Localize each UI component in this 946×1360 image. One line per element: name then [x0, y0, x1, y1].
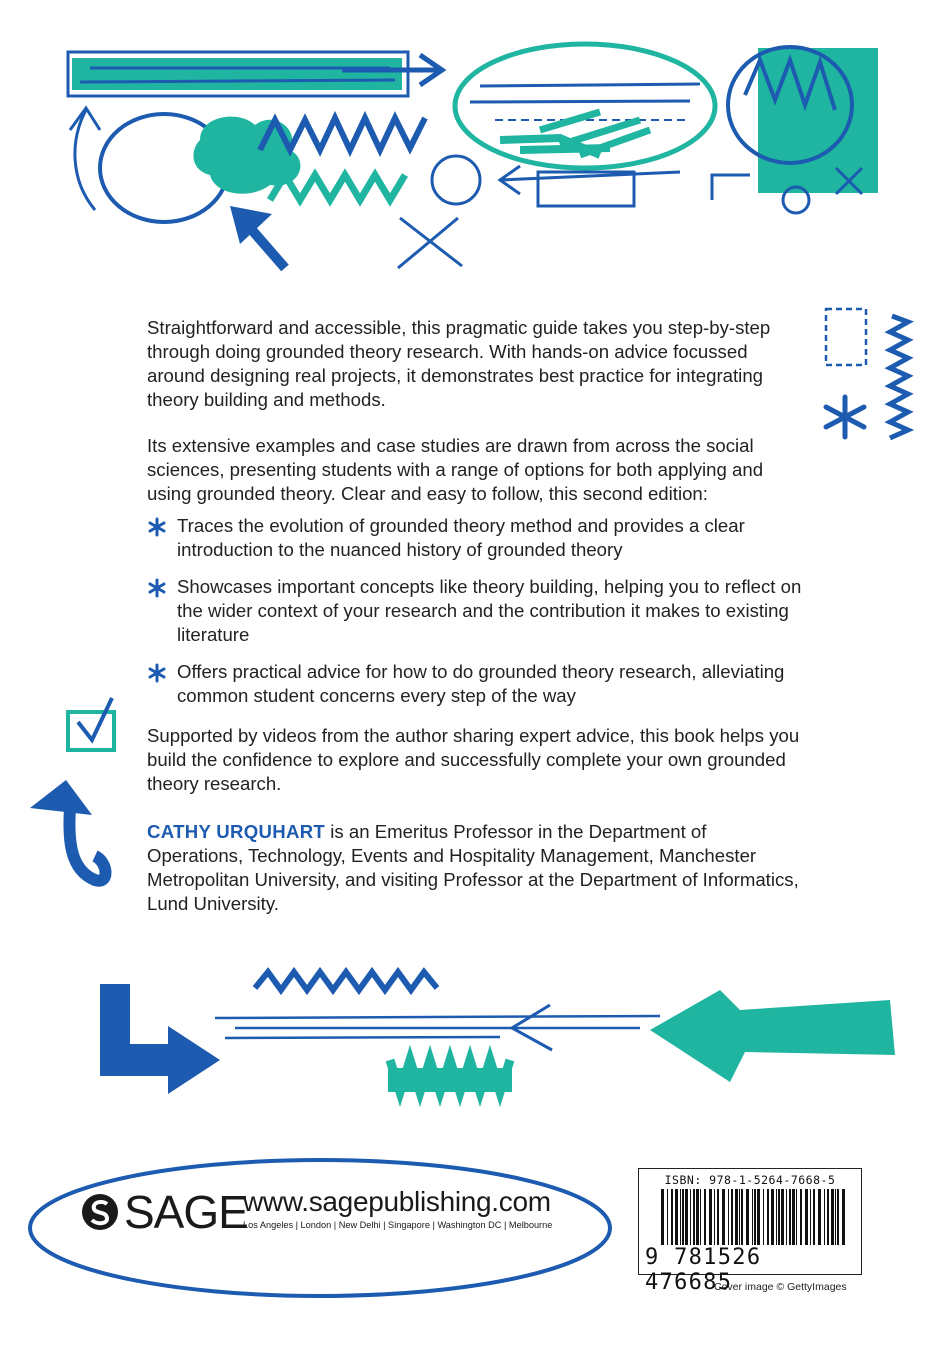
barcode-bar — [818, 1189, 821, 1245]
author-bio-text: is an Emeritus Professor in the Department of Operations, Technology, Events and Hospitality Management, Manchester Metropolitan University, and visiting Professor at the Department of Informatics, Lund University. — [147, 821, 799, 914]
isbn-label: ISBN: 978-1-5264-7668-5 — [664, 1173, 836, 1187]
sage-logo-icon — [80, 1192, 120, 1232]
barcode-bar — [675, 1189, 678, 1245]
barcode-bar — [831, 1189, 834, 1245]
barcode-bar — [781, 1189, 784, 1245]
barcode-bar — [714, 1189, 715, 1245]
barcode-bar — [824, 1189, 825, 1245]
sage-logo — [80, 1185, 248, 1239]
barcode-bar — [731, 1189, 733, 1245]
barcode-number: 9 781526 476685 — [645, 1245, 762, 1295]
barcode-bar — [739, 1189, 740, 1245]
sage-wordmark: SAGE — [124, 1186, 248, 1238]
barcode-bar — [754, 1189, 756, 1245]
barcode-bar — [680, 1189, 681, 1245]
barcode-bar — [671, 1189, 673, 1245]
barcode-bar — [778, 1189, 780, 1245]
barcode-bar — [763, 1189, 764, 1245]
intro-paragraph: Straightforward and accessible, this pragmatic guide takes you step-by-step through doing grounded theory research. With hands-on advice focussed around designing real projects, it demonstrates best practice for integrating theory building and methods. — [147, 317, 771, 410]
support-paragraph: Supported by videos from the author sharing expert advice, this book helps you build the confidence to explore and successfully complete your own grounded theory research. — [147, 725, 800, 794]
barcode-bar — [685, 1189, 688, 1245]
barcode-bar — [805, 1189, 808, 1245]
barcode-bar — [704, 1189, 706, 1245]
barcode-bar — [792, 1189, 795, 1245]
barcode-bar — [746, 1189, 749, 1245]
publisher-url[interactable]: www.sagepublishing.com — [243, 1186, 551, 1217]
barcode-bar — [696, 1189, 699, 1245]
list-item-text: Offers practical advice for how to do grounded theory research, alleviating common student concerns every step of the way — [177, 661, 785, 706]
list-item-text: Showcases important concepts like theory building, helping you to reflect on the wider context of your research and the contribution it makes to existing literature — [177, 576, 802, 645]
barcode-bar — [728, 1189, 729, 1245]
barcode-bar — [752, 1189, 753, 1245]
barcode-bar — [700, 1189, 701, 1245]
list-item-text: Traces the evolution of grounded theory method and provides a clear introduction to the nuanced history of grounded theory — [177, 515, 745, 560]
barcode-bar — [709, 1189, 712, 1245]
barcode-bar — [786, 1189, 787, 1245]
barcode-bar — [693, 1189, 695, 1245]
barcode-bar — [810, 1189, 811, 1245]
barcode-bar — [835, 1189, 836, 1245]
author-name: CATHY URQUHART — [147, 821, 326, 842]
barcode-bar — [789, 1189, 791, 1245]
barcode-bar — [690, 1189, 691, 1245]
barcode-bar — [741, 1189, 743, 1245]
barcode-bar — [771, 1189, 774, 1245]
publisher-cities: Los Angeles | London | New Delhi | Singapore | Washington DC | Melbourne — [243, 1220, 553, 1230]
examples-paragraph: Its extensive examples and case studies are drawn from across the social sciences, presenting students with a range of options for both applying and using grounded theory. Clear and easy to follow, this second edition: — [147, 435, 764, 504]
barcode-bar — [757, 1189, 760, 1245]
barcode-bar — [800, 1189, 802, 1245]
barcode-bar — [827, 1189, 829, 1245]
barcode-bar — [767, 1189, 769, 1245]
barcode-bar — [813, 1189, 815, 1245]
barcode-bar — [796, 1189, 797, 1245]
barcode-bar — [842, 1189, 845, 1245]
barcode-bar — [776, 1189, 777, 1245]
barcode-icon — [639, 1189, 861, 1249]
barcode-bar — [722, 1189, 725, 1245]
cover-image-credit: Cover image © GettyImages — [714, 1281, 847, 1293]
barcode-bar — [717, 1189, 719, 1245]
barcode-bar — [661, 1189, 664, 1245]
barcode-bar — [682, 1189, 684, 1245]
barcode-bar — [735, 1189, 738, 1245]
barcode-bar — [837, 1189, 839, 1245]
barcode-bar — [667, 1189, 668, 1245]
